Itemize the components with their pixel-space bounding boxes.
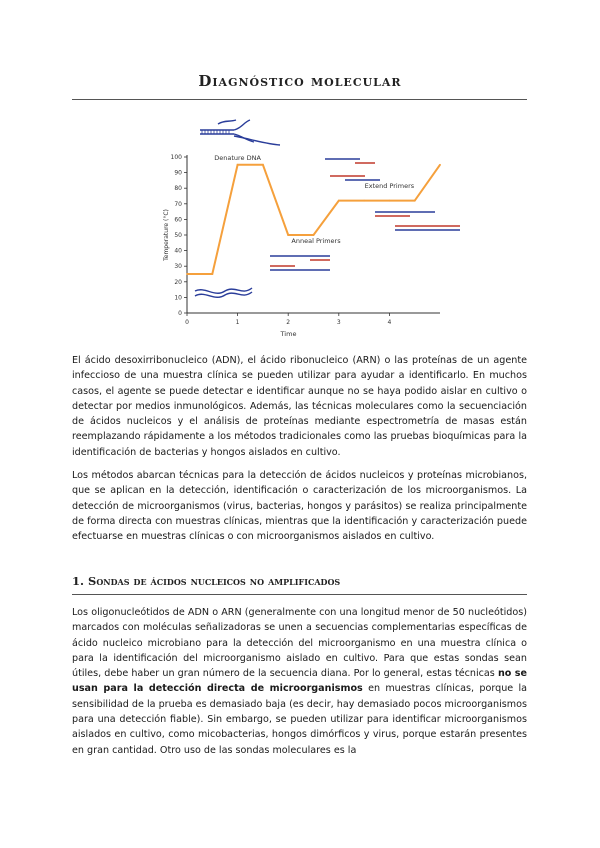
y-tick-label: 0	[178, 310, 182, 317]
x-tick-label: 3	[336, 319, 341, 326]
section-rule	[72, 594, 527, 595]
data-point	[237, 164, 239, 166]
dna-illustration-right-top	[325, 159, 380, 180]
section-heading: 1. Sondas de ácidos nucleicos no amplificados	[72, 574, 341, 588]
y-tick-label: 30	[174, 263, 182, 271]
annotation-label: Denature DNA	[214, 154, 261, 163]
x-tick-label: 4	[387, 319, 392, 326]
x-tick-label: 0	[185, 319, 189, 326]
data-point	[439, 164, 441, 166]
annotation-label: Anneal Primers	[291, 236, 341, 245]
x-tick-label: 1	[235, 319, 240, 326]
paragraph-probes	[72, 605, 527, 758]
y-tick-label: 100	[170, 154, 182, 161]
data-point	[414, 200, 416, 202]
dna-illustration-right-bottom	[375, 212, 460, 230]
y-tick-label: 10	[174, 294, 182, 302]
data-point	[186, 273, 188, 275]
page-title: Diagnóstico molecular	[198, 72, 402, 90]
chart-series	[186, 164, 441, 275]
chart-annotations	[214, 154, 414, 245]
data-point	[338, 200, 340, 202]
pcr-temperature-chart	[163, 118, 470, 347]
annotation-label: Extend Primers	[364, 182, 415, 191]
paragraph-probes-bold: no se usan para la detección directa de microorganismos	[72, 668, 527, 695]
x-axis-title: Time	[280, 330, 297, 338]
paragraph-probes-part-1: Los oligonucleótidos de ADN o ARN (generalmente con una longitud menor de 50 nucleótidos) marcados con moléculas señalizadoras se unen a secuencias complementarias específicas de ácido nucleico microbiano para la detección del microorganismo en una muestra clínica o para la identificación del microorganismo aislado en cultivo. Para que estas sondas sean útiles, debe haber un gran número de la secuencia diana. Por lo general, estas técnicas	[72, 607, 527, 680]
paragraph-intro: El ácido desoxirribonucleico (ADN), el ácido ribonucleico (ARN) o las proteínas de un agente infeccioso de una muestra clínica se pueden utilizar para ayudar a identificarlo. En muchos casos, el agente se puede detectar e identificar aunque no se haya podido aislar en cultivo o detectar por medios inmunológicos. Además, las técnicas moleculares como la secuenciación de ácidos nucleicos y el análisis de proteínas mediante espectrometría de masas están reemplazando rápidamente a los métodos tradicionales como las pruebas bioquímicas para la identificación de bacterias y hongos aislados en cultivo.	[72, 355, 527, 458]
title-rule	[72, 99, 527, 100]
data-point	[262, 164, 264, 166]
data-point	[313, 234, 315, 236]
dna-illustration-middle	[270, 256, 330, 270]
y-axis-title: Temperature (°C)	[163, 209, 170, 261]
chart-ticks	[163, 154, 391, 338]
x-tick-label: 2	[286, 319, 291, 326]
paragraph-probes-part-2: en muestras clínicas, porque la sensibilidad de la prueba es demasiado baja (es decir, hay demasiado pocos microorganismos para una detección fiable). Sin embargo, se pueden utilizar para identificar microorganismos aislados en cultivo, como micobacterias, hongos dimórficos y virus, porque estarán presentes en gran cantidad. Otro uso de las sondas moleculares es la	[72, 683, 528, 756]
y-tick-label: 50	[174, 232, 182, 239]
data-point	[363, 200, 365, 202]
y-tick-label: 60	[174, 216, 182, 224]
y-tick-label: 20	[174, 278, 182, 286]
data-point	[389, 200, 391, 202]
data-point	[211, 273, 213, 275]
data-point	[287, 234, 289, 236]
y-tick-label: 90	[174, 169, 182, 177]
paragraph-methods: Los métodos abarcan técnicas para la detección de ácidos nucleicos y proteínas microbianos, que se aplican en la detección, identificación o caracterización de los microorganismos. La detección de microorganismos (virus, bacterias, hongos y parásitos) se realiza principalmente de forma directa con muestras clínicas, mientras que la identificación y caracterización puede efectuarse en muestras clínicas o con microorganismos aislados en cultivo.	[72, 470, 527, 543]
y-tick-label: 40	[174, 247, 182, 255]
y-tick-label: 70	[174, 200, 182, 208]
dna-illustration-top	[200, 120, 280, 145]
y-tick-label: 80	[174, 185, 182, 193]
chart-svg	[163, 118, 470, 343]
series-line	[187, 165, 440, 274]
dna-illustration-bottom	[195, 288, 252, 297]
